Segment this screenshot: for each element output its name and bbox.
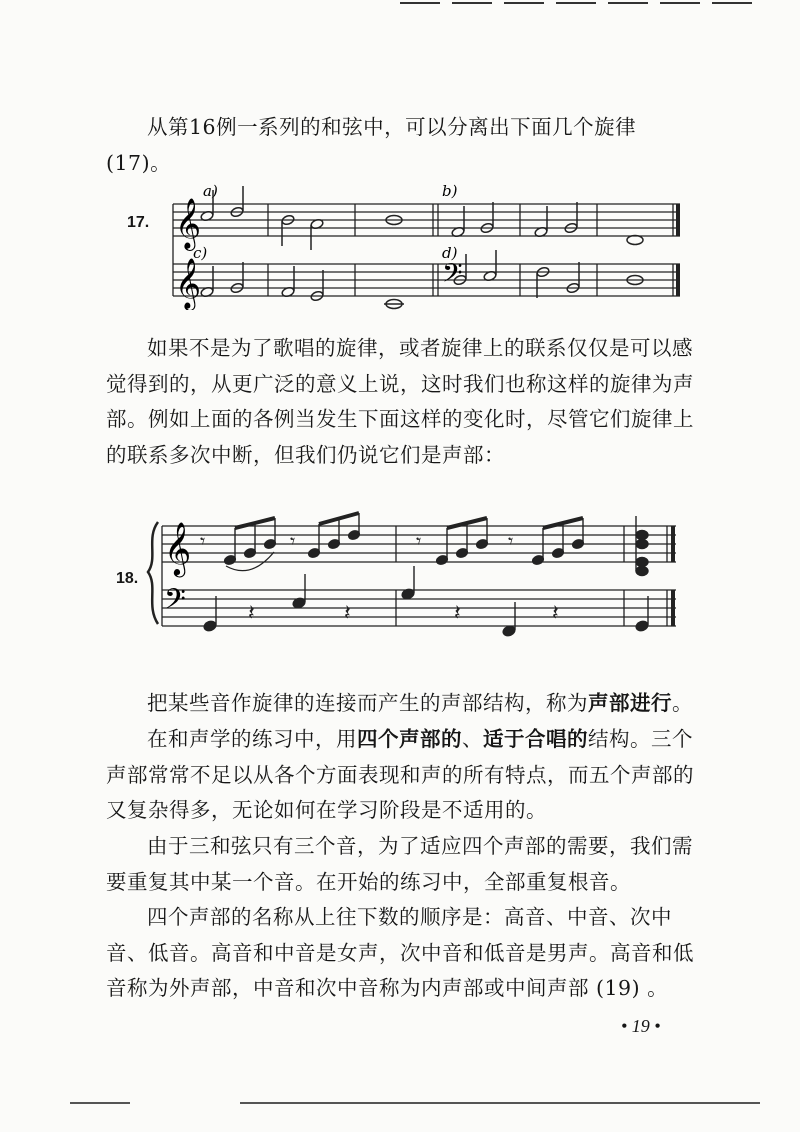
notes-upper: [200, 186, 643, 250]
label-c: c): [193, 244, 208, 262]
intro-text: 从第16例一系列的和弦中，可以分离出下面几个旋律 (17)。: [106, 115, 637, 175]
paragraph-voice-names: 四个声部的名称从上往下数的顺序是：高音、中音、次中音、低音。高音和中音是女声，次中音和低音是男声。高音和低音称为外声部，中音和次中音称为内声部或中间声部 (19) 。: [106, 905, 694, 1000]
label-b: b): [442, 182, 458, 200]
treble-clef-icon: 𝄞: [164, 521, 192, 575]
example-17-score: [165, 180, 690, 310]
svg-text:𝄾: 𝄾: [200, 529, 206, 553]
term-four-voices: 四个声部的: [357, 727, 462, 751]
example-17-number: 17.: [127, 214, 150, 231]
bass-clef-icon: 𝄢: [442, 257, 463, 295]
svg-text:𝄾: 𝄾: [416, 529, 422, 553]
example-18-score: [146, 508, 686, 638]
treble-clef-icon: 𝄞: [175, 258, 202, 309]
svg-text:𝄾: 𝄾: [508, 529, 514, 553]
staff-lines-upper: [173, 204, 680, 236]
term-choral: 适于合唱的: [483, 727, 588, 751]
paragraph-voice-leading: 把某些音作旋律的连接而产生的声部结构，称为声部进行。: [147, 691, 693, 715]
final-barline-treble: [671, 526, 675, 562]
paragraph-voice-definition: 如果不是为了歌唱的旋律，或者旋律上的联系仅仅是可以感觉得到的，从更广泛的意义上说，这时我们也称这样的旋律为声部。例如上面的各例当发生下面这样的变化时，尽管它们旋律上的联系多次中断，但我们仍说它们是声部：: [106, 336, 694, 467]
final-barline-lower: [676, 264, 680, 296]
final-barline-bass: [671, 590, 675, 626]
staff-lines-lower: [173, 264, 680, 296]
bottom-scan-line: [0, 1100, 800, 1106]
paragraph-doubling: 由于三和弦只有三个音，为了适应四个声部的需要，我们需要重复其中某一个音。在开始的练习中，全部重复根音。: [106, 834, 693, 894]
top-scan-line: [380, 0, 800, 6]
term-voice-leading: 声部进行: [588, 691, 672, 715]
page-number: • 19 •: [621, 1016, 661, 1036]
final-barline-upper: [676, 204, 680, 236]
treble-clef-icon: 𝄞: [175, 198, 202, 249]
notes-lower: [200, 250, 643, 309]
example-18-number: 18.: [116, 570, 139, 587]
staff-lines-bass: [162, 590, 676, 626]
svg-text:𝄾: 𝄾: [290, 529, 296, 553]
label-a: a): [203, 182, 218, 200]
barlines: [173, 204, 673, 296]
svg-text:𝄽: 𝄽: [454, 601, 461, 626]
svg-text:𝄽: 𝄽: [552, 601, 559, 626]
svg-text:𝄽: 𝄽: [248, 601, 255, 626]
brace: [148, 522, 158, 624]
bass-clef-icon: 𝄢: [164, 583, 186, 623]
label-d: d): [442, 244, 458, 262]
svg-text:𝄽: 𝄽: [344, 601, 351, 626]
paragraph-four-voices: 在和声学的练习中，用四个声部的、适于合唱的结构。三个声部常常不足以从各个方面表现和声的所有特点，而五个声部的又复杂得多，无论如何在学习阶段是不适用的。: [106, 727, 694, 822]
